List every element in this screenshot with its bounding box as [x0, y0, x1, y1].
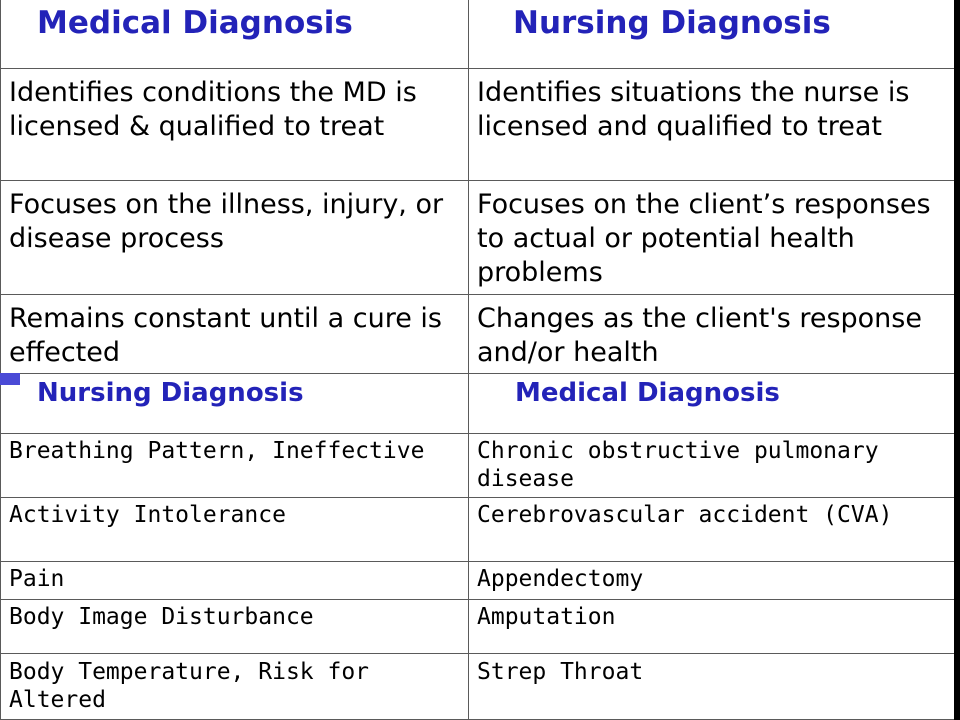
table-row — [1, 181, 956, 295]
nursing-cell: Focuses on the client’s responses to actual or potential health problems — [469, 181, 956, 295]
header-nursing-diagnosis: Nursing Diagnosis — [1, 374, 469, 434]
examples-header-row — [1, 374, 956, 434]
header-medical-diagnosis: Medical Diagnosis — [1, 0, 469, 69]
nursing-cell: Identifies situations the nurse is licensed and qualified to treat — [469, 69, 956, 181]
examples-table — [0, 373, 956, 720]
table-row — [1, 69, 956, 181]
table-row — [1, 498, 956, 562]
comparison-header-row — [1, 0, 956, 69]
nursing-cell: Changes as the client's response and/or health — [469, 295, 956, 395]
nursing-cell: Pain — [1, 562, 469, 600]
nursing-cell: Body Temperature, Risk for Altered — [1, 654, 469, 720]
corner-accent — [0, 373, 20, 385]
medical-cell: Chronic obstructive pulmonary disease — [469, 434, 956, 498]
nursing-cell: Activity Intolerance — [1, 498, 469, 562]
medical-cell: Appendectomy — [469, 562, 956, 600]
medical-cell: Identifies conditions the MD is licensed & qualified to treat — [1, 69, 469, 181]
medical-cell: Strep Throat — [469, 654, 956, 720]
medical-cell: Focuses on the illness, injury, or disease process — [1, 181, 469, 295]
table-row — [1, 434, 956, 498]
header-medical-diagnosis: Medical Diagnosis — [469, 374, 956, 434]
nursing-cell: Breathing Pattern, Ineffective — [1, 434, 469, 498]
header-nursing-diagnosis: Nursing Diagnosis — [469, 0, 956, 69]
nursing-cell: Body Image Disturbance — [1, 600, 469, 654]
right-edge-bar — [954, 0, 960, 720]
table-row — [1, 562, 956, 600]
table-row — [1, 600, 956, 654]
medical-cell: Remains constant until a cure is effected — [1, 295, 469, 395]
table-row — [1, 654, 956, 720]
medical-cell: Cerebrovascular accident (CVA) — [469, 498, 956, 562]
medical-cell: Amputation — [469, 600, 956, 654]
